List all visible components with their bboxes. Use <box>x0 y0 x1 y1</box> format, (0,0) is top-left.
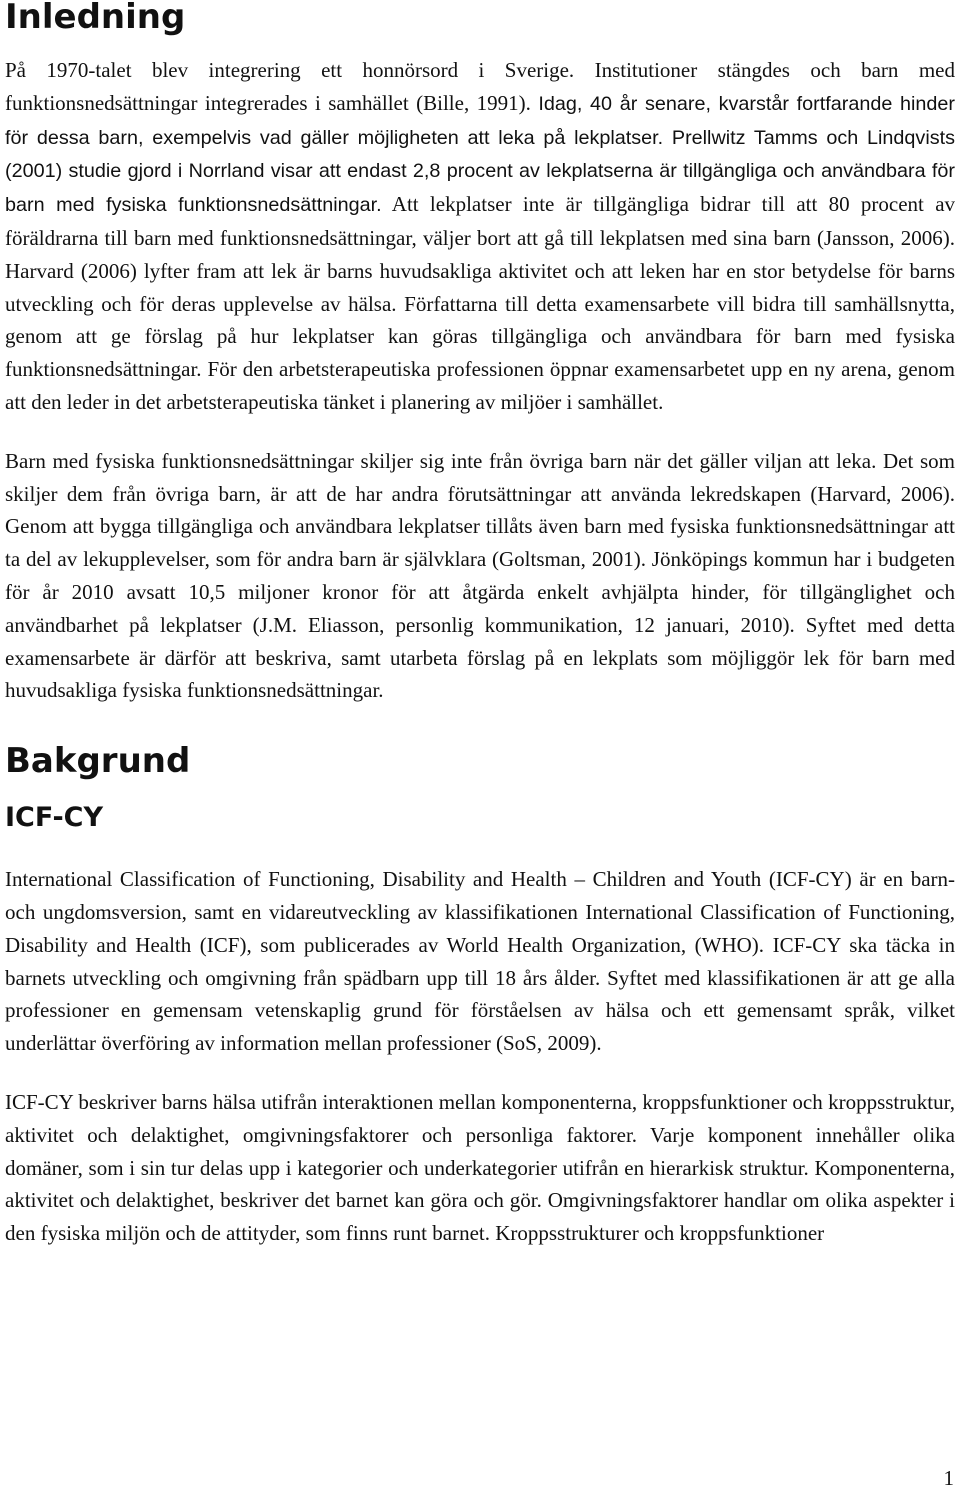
subsection-heading-icf-cy: ICF-CY <box>5 802 104 834</box>
intro-paragraph-2: Barn med fysiska funktionsnedsättningar skiljer sig inte från övriga barn när det gäller viljan att leka. Det som skiljer dem från övriga barn, är att de har andra förutsättningar att använda lekredskapen (Harvard, 2006). Genom att bygga tillgängliga och användbara lekplatser tillåts även barn med fysiska funktionsnedsättningar att ta del av lekupplevelser, som för andra barn är självklara (Goltsman, 2001). Jönköpings kommun har i budgeten för år 2010 avsatt 10,5 miljoner kronor för att åtgärda enkelt avhjälpta hinder, för tillgänglighet och användbarhet på lekplatser (J.M. Eliasson, personlig kommunikation, 12 januari, 2010). Syftet med detta examensarbete är därför att beskriva, samt utarbeta förslag på en lekplats som möjliggör lek för barn med huvudsakliga fysiska funktionsnedsättningar. <box>5 448 955 703</box>
section-heading-inledning: Inledning <box>5 0 186 37</box>
document-page <box>5 0 955 1250</box>
intro-p1-sentence-1: På 1970-talet blev integrering ett honnörsord i Sverige. Institutioner stängdes och barn med funktionsnedsättningar integrerades i samhället (Bille, 1991). <box>5 58 955 115</box>
intro-p1-sentence-3: Att lekplatser inte är tillgängliga bidrar till att 80 procent av föräldrarna till barn med funktionsnedsättningar, väljer bort att gå till lekplatsen med sina barn (Jansson, 2006). Harvard (2006) lyfter fram att lek är barns huvudsakliga aktivitet och att leken har en stor betydelse för barns utveckling och för deras upplevelse av hälsa. Författarna till detta examensarbete vill bidra till samhällsnytta, genom att ge förslag på hur lekplatser kan göras tillgängliga och användbara för barn med fysiska funktionsnedsättningar. För den arbetsterapeutiska professionen öppnar examensarbetet upp en ny arena, genom att den leder in det arbetsterapeutiska tänket i planering av miljöer i samhället. <box>5 192 956 414</box>
section-heading-bakgrund: Bakgrund <box>5 741 191 782</box>
page-number: 1 <box>943 1466 954 1490</box>
intro-paragraph-1 <box>5 54 955 419</box>
intro-p1-sentence-2: Idag, 40 år senare, kvarstår fortfarande hinder för dessa barn, exempelvis vad gäller möjligheten att leka på lekplatser. Prellwitz Tamms och Lindqvists (2001) studie gjord i Norrland visar att endast 2,8 procent av lekplatserna är tillgängliga och användbara för barn med fysiska funktionsnedsättningar. <box>5 92 955 217</box>
icf-paragraph-2: ICF-CY beskriver barns hälsa utifrån interaktionen mellan komponenterna, kroppsfunktioner och kroppsstruktur, aktivitet och delaktighet, omgivningsfaktorer och personliga faktorer. Varje komponent innehåller olika domäner, som i sin tur delas upp i kategorier och underkategorier utifrån en hierarkisk struktur. Komponenterna, aktivitet och delaktighet, beskriver det barnet kan göra och gör. Omgivningsfaktorer handlar om olika aspekter i den fysiska miljön och de attityder, som finns runt barnet. Kroppsstrukturer och kroppsfunktioner <box>5 1089 955 1246</box>
icf-paragraph-1: International Classification of Functioning, Disability and Health – Children and Youth (ICF-CY) är en barn- och ungdomsversion, samt en vidareutveckling av klassifikationen International Classification of Functioning, Disability and Health (ICF), som publicerades av World Health Organization, (WHO). ICF-CY ska täcka in barnets utveckling och omgivning från spädbarn upp till 18 års ålder. Syftet med klassifikationen är att ge alla professioner en gemensam vetenskaplig grund för förståelsen av hälsa och ett gemensamt språk, vilket underlättar överföring av information mellan professioner (SoS, 2009). <box>5 867 955 1056</box>
